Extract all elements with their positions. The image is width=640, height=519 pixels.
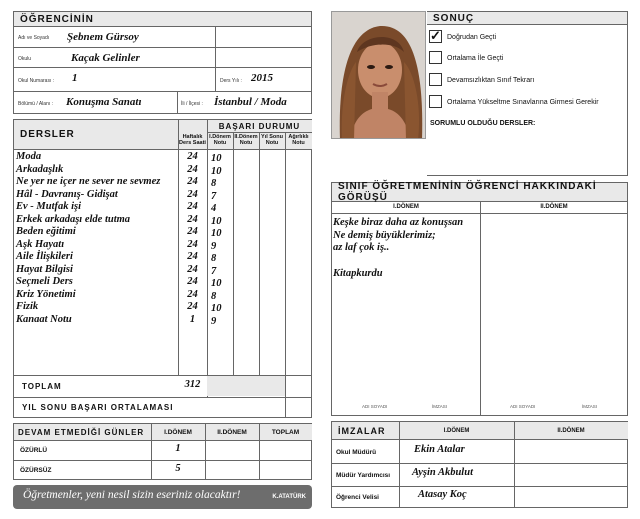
option-label: Devamsızlıktan Sınıf Tekrarı [447,77,535,84]
quote-banner [13,485,312,509]
list-item: Moda [16,151,42,162]
absence-col3: TOPLAM [271,429,300,436]
list-item: Hâl - Davranış- Gidişat [16,188,118,200]
responsible-label: SORUMLU OLDUĞU DERSLER: [430,120,536,127]
student-info-panel [13,11,312,114]
banner-quote: Öğretmenler, yeni nesil sizin eseriniz olacaktır! [23,489,241,501]
list-item: Kriz Yönetimi [16,288,76,300]
opinion-line [333,255,463,268]
hours-cell: 24 [187,188,198,200]
absence-col1: I.DÖNEM [164,429,192,436]
course-hours [178,151,207,326]
grade-cell: 10 [211,165,222,177]
col-weighted: Ağırlıklı Notu [288,134,309,146]
col-term2: II.Dönem Notu [234,134,258,146]
student-name: Şebnem Gürsoy [67,31,139,43]
hours-cell: 24 [187,251,198,262]
grade-cell: 7 [211,190,217,202]
signature-name: Atasay Koç [418,489,467,500]
opinion-footer-name-2: ADI SOYADI [510,404,536,409]
list-item: Aile İlişkileri [16,251,73,262]
opinion-line: Keşke biraz daha az konuşsan [333,217,464,228]
grade-cell: 10 [211,228,222,239]
check-icon: ✓ [430,28,441,43]
hours-cell: 24 [187,201,198,212]
list-item: Seçmeli Ders [16,276,73,287]
average-label: YIL SONU BAŞARI ORTALAMASI [22,403,174,412]
year-label: Ders Yılı : [220,78,242,84]
signatures-title: İMZALAR [338,426,386,436]
student-photo [331,11,426,139]
hours-cell: 24 [187,263,198,275]
opinion-col1: I.DÖNEM [393,204,419,210]
opinion-line: Ne demiş büyüklerimiz; [333,229,436,241]
student-section-title: ÖĞRENCİNİN [14,12,311,27]
col-hours: Haftalık Ders Saati [179,134,206,146]
option-label: Ortalama Yükseltme Sınavlarına Girmesi Gerekir [447,99,599,106]
signatures-col1: I.DÖNEM [443,428,470,434]
school-label: Okulu [18,56,32,62]
grade-cell: 9 [211,240,217,252]
hours-cell: 24 [187,301,198,312]
signatures-panel [331,421,628,508]
result-title: SONUÇ [427,12,627,25]
banner-author: K.ATATÜRK [272,494,306,500]
hours-cell: 24 [187,151,198,162]
option-checkbox-direct[interactable] [429,30,442,43]
grade-cell: 8 [211,253,217,264]
total-label: TOPLAM [22,382,62,391]
opinion-line: Kitapkurdu [333,267,383,279]
opinion-text [333,217,463,280]
hours-cell: 24 [187,163,198,175]
absence-col2: II.DÖNEM [217,429,247,436]
grade-cell: 10 [211,215,222,227]
hours-cell: 1 [189,313,196,325]
success-title: BAŞARI DURUMU [218,122,301,131]
courses-panel [13,119,312,418]
signature-role: Müdür Yardımcısı [336,472,391,479]
list-item: Arkadaşlık [16,163,64,175]
grade-cell: 7 [211,265,217,277]
excused-value: 1 [175,443,181,454]
list-item: Aşk Hayatı [16,238,65,250]
grade-cell: 9 [211,315,217,327]
hours-cell: 24 [187,276,198,287]
list-item: Hayat Bilgisi [16,263,73,275]
hours-cell: 24 [187,238,198,250]
hours-cell: 24 [187,213,198,225]
grade-cell: 4 [211,203,217,214]
signature-name: Ekin Atalar [414,444,465,455]
opinion-panel [331,182,628,416]
number-label: Okul Numarası : [18,78,55,84]
term1-grades [207,153,233,328]
hours-cell: 24 [187,226,198,237]
opinion-footer-sign-1: İMZASI [432,404,448,409]
total-hours: 312 [184,379,201,390]
list-item: Ev - Mutfak işi [16,201,82,212]
grade-cell: 10 [211,303,222,314]
signature-role: Okul Müdürü [336,449,377,456]
signatures-col2: II.DÖNEM [557,428,585,434]
option-checkbox-exam[interactable] [429,95,442,108]
list-item: Erkek arkadaşı elde tutma [16,213,131,225]
list-item: Beden eğitimi [16,226,76,237]
opinion-footer-sign-2: İMZASI [582,404,598,409]
option-label: Doğrudan Geçti [447,34,497,41]
grade-cell: 8 [211,290,217,302]
list-item: Kanaat Notu [16,313,72,325]
opinion-col2: II.DÖNEM [540,204,568,210]
signature-name: Ayşin Akbulut [412,467,473,478]
opinion-footer-name-1: ADI SOYADI [362,404,388,409]
department-label: Bölümü / Alanı : [18,101,54,107]
city: İstanbul / Moda [214,96,287,108]
grade-cell: 10 [211,278,222,289]
col-final: Yıl Sonu Notu [261,134,283,146]
option-checkbox-repeat[interactable] [429,73,442,86]
department: Konuşma Sanatı [66,96,142,108]
signature-role: Öğrenci Velisi [336,494,379,501]
hours-cell: 24 [187,288,198,300]
course-names [16,151,178,326]
school-name: Kaçak Gelinler [71,52,140,64]
name-label: Adı ve Soyadı [18,35,50,41]
excused-label: ÖZÜRLÜ [20,447,48,454]
option-label: Ortalama İle Geçti [447,55,504,62]
grade-cell: 10 [211,153,222,164]
student-number: 1 [72,72,78,84]
absence-title: DEVAM ETMEDİĞİ GÜNLER [18,428,145,437]
list-item: Fizik [16,301,39,312]
courses-section-title: DERSLER [20,129,75,140]
unexcused-value: 5 [175,463,181,474]
school-year: 2015 [251,72,273,84]
hours-cell: 24 [187,176,198,187]
unexcused-label: ÖZÜRSÜZ [20,467,52,474]
grade-cell: 8 [211,178,217,189]
col-term1: I.Dönem Notu [209,134,231,146]
opinion-title: SINIF ÖĞRETMENİNİN ÖĞRENCİ HAKKINDAKİ GÖRÜŞÜ [332,183,627,202]
option-checkbox-average[interactable] [429,51,442,64]
absence-panel [13,423,312,480]
city-label: İli / İlçesi : [181,101,203,107]
list-item: Ne yer ne içer ne sever ne sevmez [16,176,161,187]
opinion-line: az laf çok iş.. [333,242,390,253]
